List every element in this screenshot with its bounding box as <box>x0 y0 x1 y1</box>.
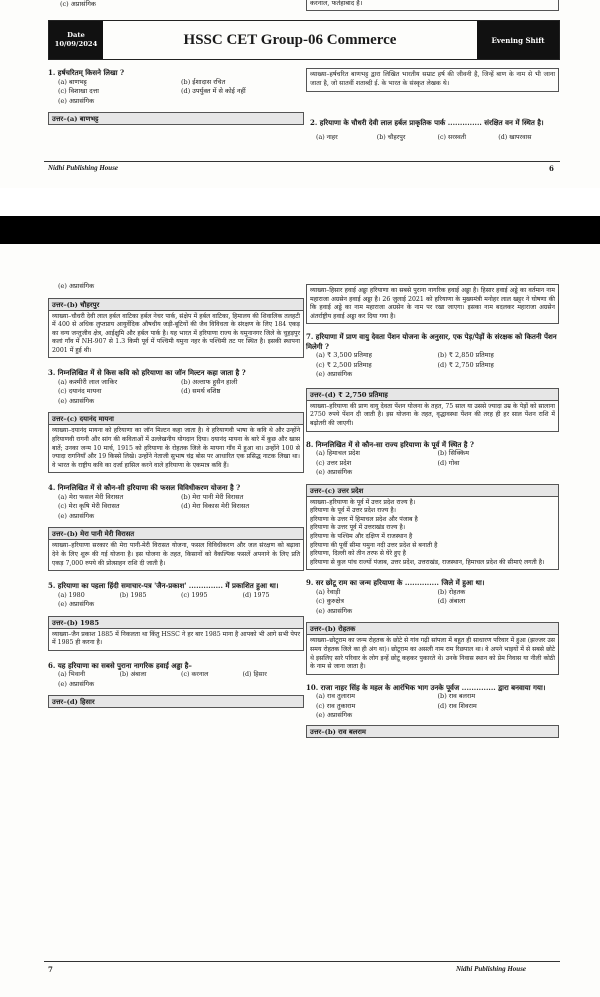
explanation-line: हरियाणा के उत्तर में हिमाचल प्रदेश और पंजाब है <box>310 515 418 523</box>
option-d: (d) राव शिवराम <box>437 701 477 710</box>
option-e: (e) अप्रासंगिक <box>58 96 95 105</box>
question-5 <box>48 581 304 651</box>
option-d: (d) समर्थ वशिष्ठ <box>181 387 221 396</box>
option-d: (d) ₹ 2,750 प्रतिमाह <box>437 360 494 369</box>
option-d: (d) हिसार <box>242 671 267 679</box>
option-b: (b) ₹ 2,850 प्रतिमाह <box>437 351 494 360</box>
option-a: (a) बाणभट्ट <box>58 77 87 86</box>
question-4 <box>48 483 304 571</box>
options <box>48 670 304 680</box>
option-b: (b) अल्ताफ हुसैन हाली <box>181 377 238 386</box>
option-e: (e) अप्रासंगिक <box>58 679 95 688</box>
explanation-text: व्याख्या–हरियाणा की प्राण वायु देवता पेंशन योजना के तहत, 75 साल या उससे ज्यादा उम्र के पेड़ों को सालाना 2750 रुपये पेंशन दी जाती है। इस योजना के तहत, वृद्धावस्था पेंशन की तरह ही हर साल पेंशन राशि में बढ़ोतरी की जाएगी। <box>306 401 559 432</box>
question-8 <box>306 440 559 571</box>
option-a: (a) भिवानी <box>58 671 85 679</box>
option-d: (d) अंबाला <box>437 597 466 606</box>
option-d: (d) 1975 <box>242 591 270 599</box>
option-a: (a) हिमाचल प्रदेश <box>316 449 360 458</box>
question-text: 10. राजा नाहर सिंह के महल के आरंभिक भाग उनके पूर्वज .............. द्वारा बनवाया गया। <box>306 682 546 692</box>
option-a: (a) नाहर <box>316 133 338 141</box>
question-10 <box>306 683 559 738</box>
date-value: 10/09/2024 <box>54 40 98 48</box>
explanation-text: व्याख्या–हिसार हवाई अड्डा हरियाणा का सबसे पुराना नागरिक हवाई अड्डा है। हिसार हवाई अड्डे का वर्तमान नाम महाराजा अग्रसेन हवाई अड्डा है। 26 जुलाई 2021 को हरियाणा के मुख्यमंत्री मनोहर लाल खट्टर ने घोषणा की कि हवाई अड्डे का नाम महाराजा अग्रसेन के नाम पर रखा जाएगा। इसका नाम बदलकर महाराजा अग्रसेन अंतर्राष्ट्रीय हवाई अड्डा कर दिया गया है। <box>306 284 559 324</box>
top-fragment-box <box>306 0 559 11</box>
options <box>306 692 559 711</box>
date-label: Date <box>67 31 85 39</box>
explanation-line: हरियाणा, दिल्ली को तीन तरफ से घेरे हुए है <box>310 550 406 558</box>
option-d: (d) खापरवास <box>498 133 532 141</box>
option-e: (e) अप्रासंगिक <box>316 711 353 720</box>
option-d: (d) उपर्युक्त में से कोई नहीं <box>181 87 246 95</box>
explanation-text: व्याख्या–छोटूराम का जन्म रोहतक के छोटे से गांव गढ़ी सांपला में बहुत ही साधारण परिवार में हुआ (झज्जर उस समय रोहतक जिले का ही अंग था)। छोटूराम का असली नाम राम रिछपाल था। वे अपने भाइयों में से सबसे छोटे थे इसलिए सारे परिवार के लोग इन्हें छोटू कहकर पुकारते थे। उनके निवास स्थान को प्रेम निवास या नीली कोठी के नाम से जाना जाता है। <box>306 635 559 674</box>
question-text: 6. यह हरियाणा का सबसे पुराना नागरिक हवाई अड्डा है– <box>48 660 192 670</box>
options <box>48 493 304 512</box>
bottom-page <box>0 244 600 997</box>
answer: उत्तर–(b) चौहरपुर <box>48 298 304 311</box>
explanation-line: हरियाणा के उत्तर पूर्व में उत्तराखंड राज्य है। <box>310 524 406 532</box>
option-e: (e) अप्रासंगिक <box>58 396 95 405</box>
top-fragment-left: (c) अप्रासंगिक <box>60 0 96 8</box>
option-a: (a) कश्मीरी लाल जाकिर <box>58 377 118 386</box>
options <box>306 588 559 607</box>
answer: उत्तर–(b) राव बलराम <box>306 725 559 738</box>
option-b: (b) 1985 <box>119 591 147 599</box>
option-c: (c) सरस्वती <box>437 133 466 141</box>
options <box>48 591 304 601</box>
option-a: (a) राव तुलाराम <box>316 692 356 701</box>
question-1-explanation <box>306 68 559 92</box>
top-page <box>0 0 600 188</box>
option-e: (e) अप्रासंगिक <box>316 606 353 615</box>
page-header <box>48 20 560 60</box>
option-b: (b) ईशादास रचित <box>181 77 226 86</box>
option-e: (e) अप्रासंगिक <box>58 282 95 290</box>
option-c: (c) दयानंद मायना <box>58 387 102 396</box>
question-9 <box>306 578 559 674</box>
options <box>48 378 304 397</box>
option-d: (d) मेरा विकास मेरी विरासत <box>181 502 250 511</box>
answer: उत्तर–(a) बाणभट्ट <box>48 112 304 125</box>
option-c: (c) ₹ 2,500 प्रतिमाह <box>316 360 372 369</box>
footer-rule <box>44 961 560 962</box>
option-c: (c) राव तुकाराम <box>316 701 356 710</box>
option-b: (b) राव बलराम <box>437 692 476 701</box>
option-e: (e) अप्रासंगिक <box>316 468 353 477</box>
explanation-line: व्याख्या–हरियाणा के पूर्व में उत्तर प्रदेश राज्य है। <box>310 498 416 506</box>
answer: उत्तर–(d) हिसार <box>48 695 304 708</box>
option-a: (a) 1980 <box>58 591 85 599</box>
answer: उत्तर–(b) रोहतक <box>306 622 559 635</box>
right-column <box>306 284 559 738</box>
option-a: (a) रेवाड़ी <box>316 587 341 596</box>
option-b: (b) मेरा पानी मेरी विरासत <box>181 492 244 501</box>
shift-label: Evening Shift <box>477 21 559 59</box>
question-text: 1. हर्षचरितम् किसने लिखा ? <box>48 68 125 77</box>
page-number: 7 <box>48 965 53 974</box>
page-title: HSSC CET Group-06 Commerce <box>183 31 397 48</box>
explanation-line: हरियाणा की पूर्वी सीमा यमुना नदी उत्तर प्रदेश से बनाती है <box>310 541 438 549</box>
left-column <box>48 282 304 708</box>
option-b: (b) सिक्किम <box>437 449 469 458</box>
page-number: 6 <box>549 164 554 173</box>
explanation-line: हरियाणा के पूर्व में उत्तर प्रदेश राज्य है। <box>310 507 396 515</box>
question-text: 8. निम्नलिखित में से कौन-सा राज्य हरियाणा के पूर्व में स्थित है ? <box>306 439 475 449</box>
answer: उत्तर–(b) 1985 <box>48 616 304 629</box>
options <box>306 351 559 370</box>
option-c: (c) उत्तर प्रदेश <box>316 458 352 467</box>
option-d: (d) गोवा <box>437 458 460 467</box>
option-c: (c) करनाल <box>181 671 209 679</box>
option-a: (a) मेरा फसल मेरी विरासत <box>58 492 124 501</box>
explanation-line: हरियाणा से कुल पांच राज्यों पंजाब, उत्तर प्रदेश, उत्तराखंड, राजस्थान, हिमाचल प्रदेश की सीमाएं लगती है। <box>310 558 545 566</box>
option-e: (e) अप्रासंगिक <box>58 511 95 520</box>
explanation-list <box>306 497 559 571</box>
option-b: (b) अंबाला <box>119 671 147 679</box>
option-c: (c) मेरा कृषि मेरी विरासत <box>58 502 120 511</box>
options <box>48 78 304 97</box>
question-7 <box>306 332 559 431</box>
option-e: (e) अप्रासंगिक <box>316 370 353 379</box>
date-box <box>49 21 103 59</box>
question-text: 3. निम्नलिखित में से किस कवि को हरियाणा का जॉन मिल्टन कहा जाता है ? <box>48 368 246 378</box>
explanation-line: हरियाणा के पश्चिम और दक्षिण में राजस्थान है <box>310 533 413 541</box>
explanation-text: व्याख्या–जैन प्रकाश 1885 में निकलता था किंतु HSSC ने हर बार 1985 माना है आपको भी आगे सभी पेपर में 1985 ही करना है। <box>48 629 304 651</box>
option-b: (b) चौहरपुर <box>376 133 406 141</box>
question-text: 2. हरियाणा के चौधरी देवी लाल हर्बल प्राकृतिक पार्क .............. संरक्षित वन में स्थित है। <box>310 118 544 127</box>
footer-rule <box>44 161 560 162</box>
footer-publisher: Nidhi Publishing House <box>48 164 119 172</box>
option-b: (b) रोहतक <box>437 587 466 596</box>
answer: उत्तर–(c) उत्तर प्रदेश <box>306 484 559 497</box>
explanation-text: व्याख्या–दयानंद मायना को हरियाणा का जॉन मिल्टन कहा जाता है। वे हरियाणवी भाषा के कवि थे और उन्होंने हरियाणवी रागनी और सांग की कविताओं में उल्लेखनीय योगदान दिया। दयानंद मायना के बारे में कुछ और खास बातें; उनका जन्म 10 मार्च, 1915 को हरियाणा के रोहतक जिले के मायना गाँव में हुआ था। उन्होंने 100 से ज्यादा रागनियाँ और 19 किस्से लिखे। उन्होंने नेताजी सुभाष चंद्र बोस पर आधारित एक प्रसिद्ध नाटक लिखा था। वे भारत के राष्ट्रीय कवि का दर्जा हासिल करने वाले हरियाणा के एकमात्र कवि हैं। <box>48 425 304 473</box>
question-text: 9. सर छोटू राम का जन्म हरियाणा के .............. जिले में हुआ था। <box>306 578 485 588</box>
question-6 <box>48 661 304 709</box>
options <box>306 449 559 468</box>
question-text: 5. हरियाणा का पहला हिंदी समाचार-पत्र 'जैन-प्रकाश' .............. में प्रकाशित हुआ था। <box>48 581 279 591</box>
question-2 <box>306 118 559 142</box>
options <box>306 133 559 143</box>
option-e: (e) अप्रासंगिक <box>58 600 95 609</box>
option-c: (c) 1995 <box>181 591 208 599</box>
page-divider <box>0 216 600 244</box>
option-a: (a) ₹ 3,500 प्रतिमाह <box>316 351 372 360</box>
option-c: (c) विशाखा दत्ता <box>58 87 99 95</box>
explanation-text: व्याख्या–हरियाणा सरकार की मेरा पानी-मेरी विरासत योजना, फसल विविधीकरण और जल संरक्षण को बढ़ावा देने के लिए शुरू की गई योजना है। इस योजना के तहत, किसानों को वैकल्पिक फसलें अपनाने के लिए प्रति एकड़ 7,000 रुपये की प्रोत्साहन राशि दी जाती है। <box>48 540 304 571</box>
answer: उत्तर–(d) ₹ 2,750 प्रतिमाह <box>306 388 559 401</box>
question-1 <box>48 68 304 125</box>
answer: उत्तर–(c) दयानंद मायना <box>48 412 304 425</box>
question-text: 4. निम्नलिखित में से कौन-सी हरियाणा की फसल विविधीकरण योजना है ? <box>48 483 241 493</box>
top-fragment-right: करनाल, फतेहाबाद हैं। <box>310 0 363 7</box>
option-c: (c) कुरुक्षेत्र <box>316 597 344 606</box>
footer-publisher: Nidhi Publishing House <box>456 965 527 973</box>
question-text: 7. हरियाणा में प्राण वायु देवता पेंशन योजना के अनुसार, एक पेड़/पेड़ों के संरक्षक को कितनी पेंशन मिलेगी ? <box>306 332 557 351</box>
answer: उत्तर–(b) मेरा पानी मेरी विरासत <box>48 527 304 540</box>
explanation-text: व्याख्या–चौधरी देवी लाल हर्बल वाटिका हर्बल नेचर पार्क, संक्षेप में हर्बल वाटिका, हिमालय की शिवालिक तलहटी में 400 से अधिक लुप्तप्राय आयुर्वेदिक औषधीय जड़ी-बूटियों की जैव विविधता के संरक्षण के लिए 184 एकड़ का वन्य जन्तुजीव क्षेत्र, आईक्षुमि और हर्बल पार्क है। यह भारत में हरियाणा राज्य के यमुनानगर जिले के चुहड़पुर कलां गाँव में NH-907 से 1.3 किमी पूर्व में पश्चिमी यमुना नहर के पश्चिमी तट पर स्थित है। इसकी स्थापना 2001 में हुई थी। <box>48 311 304 359</box>
question-3 <box>48 368 304 473</box>
explanation-text: व्याख्या–हर्षचरित बाणभट्ट द्वारा लिखित भारतीय सम्राट हर्ष की जीवनी है, जिन्हें बाण के नाम से भी जाना जाता है, जो सातवीं शताब्दी ई. के भारत के संस्कृत लेखक थे। <box>306 68 559 92</box>
